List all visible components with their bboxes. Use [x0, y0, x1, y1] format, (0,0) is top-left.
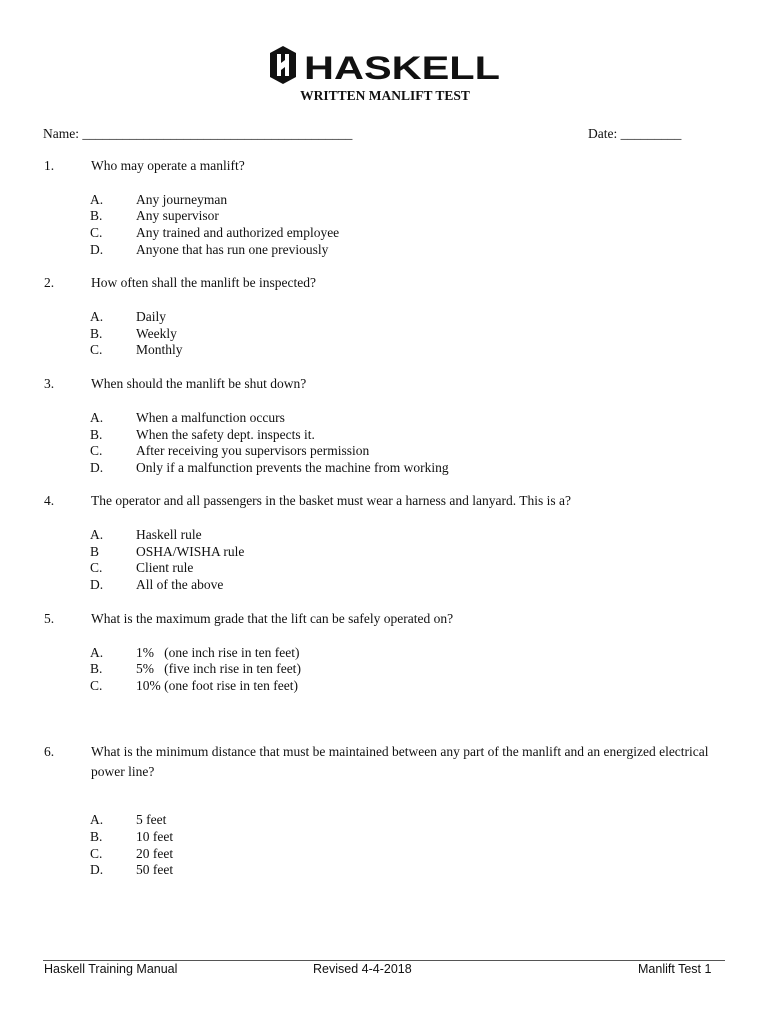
option-text: All of the above	[136, 577, 224, 592]
option-text: 5% (five inch rise in ten feet)	[136, 661, 301, 676]
question-number: 5.	[44, 611, 55, 626]
question-number: 3.	[44, 376, 55, 391]
option-letter: A.	[90, 410, 104, 425]
option-letter: D.	[90, 242, 104, 257]
option-text: 1% (one inch rise in ten feet)	[136, 645, 300, 660]
logo-wordmark: HASKELL	[304, 50, 500, 86]
option-text: 10% (one foot rise in ten feet)	[136, 678, 298, 693]
option-text: Any journeyman	[136, 192, 228, 207]
date-field: Date: _________	[588, 126, 682, 141]
option-letter: C.	[90, 678, 103, 693]
option-text: 5 feet	[136, 812, 167, 827]
option-text: Only if a malfunction prevents the machine from working	[136, 460, 449, 475]
option-text: Monthly	[136, 342, 183, 357]
option-text: Any trained and authorized employee	[136, 225, 340, 240]
option-letter: A.	[90, 645, 104, 660]
name-field: Name: ________________________________________	[43, 126, 353, 141]
haskell-logo-mark	[268, 44, 503, 86]
option-letter: D.	[90, 862, 104, 877]
question-text: What is the maximum grade that the lift can be safely operated on?	[91, 611, 454, 626]
question-text: What is the minimum distance that must be maintained between any part of the manlift and an energized electrical power line?	[91, 744, 709, 779]
option-letter: C.	[90, 225, 103, 240]
option-letter: A.	[90, 527, 104, 542]
option-letter: C.	[90, 846, 103, 861]
option-text: Daily	[136, 309, 166, 324]
option-text: Weekly	[136, 326, 177, 341]
option-letter: A.	[90, 192, 104, 207]
option-letter: B.	[90, 829, 103, 844]
option-text: After receiving you supervisors permission	[136, 443, 370, 458]
option-letter: B.	[90, 208, 103, 223]
option-letter: C.	[90, 342, 103, 357]
option-text: Haskell rule	[136, 527, 202, 542]
option-text: Anyone that has run one previously	[136, 242, 329, 257]
option-text: When the safety dept. inspects it.	[136, 427, 315, 442]
option-text: Client rule	[136, 560, 194, 575]
question-number: 2.	[44, 275, 55, 290]
option-letter: A.	[90, 812, 104, 827]
option-letter: A.	[90, 309, 104, 324]
option-letter: B.	[90, 427, 103, 442]
option-text: 10 feet	[136, 829, 174, 844]
question-text: How often shall the manlift be inspected?	[91, 275, 316, 290]
option-text: 50 feet	[136, 862, 174, 877]
option-letter: B.	[90, 326, 103, 341]
option-letter: B.	[90, 661, 103, 676]
haskell-logo	[268, 44, 503, 86]
question-number: 6.	[44, 744, 55, 759]
option-text: Any supervisor	[136, 208, 219, 223]
footer-page-label: Manlift Test 1	[638, 962, 712, 976]
option-text: When a malfunction occurs	[136, 410, 285, 425]
question-text: The operator and all passengers in the basket must wear a harness and lanyard. This is a?	[91, 493, 571, 508]
question-number: 4.	[44, 493, 55, 508]
footer-manual-title: Haskell Training Manual	[44, 962, 178, 976]
question-number: 1.	[44, 158, 55, 173]
question-text: Who may operate a manlift?	[91, 158, 245, 173]
footer-revision-date: Revised 4-4-2018	[313, 962, 412, 976]
page-title: WRITTEN MANLIFT TEST	[300, 88, 470, 103]
option-letter: D.	[90, 577, 104, 592]
option-letter: C.	[90, 443, 103, 458]
option-letter: C.	[90, 560, 103, 575]
footer-divider	[43, 960, 725, 961]
option-letter: B	[90, 544, 100, 559]
question-text: When should the manlift be shut down?	[91, 376, 307, 391]
option-letter: D.	[90, 460, 104, 475]
option-text: 20 feet	[136, 846, 174, 861]
option-text: OSHA/WISHA rule	[136, 544, 245, 559]
